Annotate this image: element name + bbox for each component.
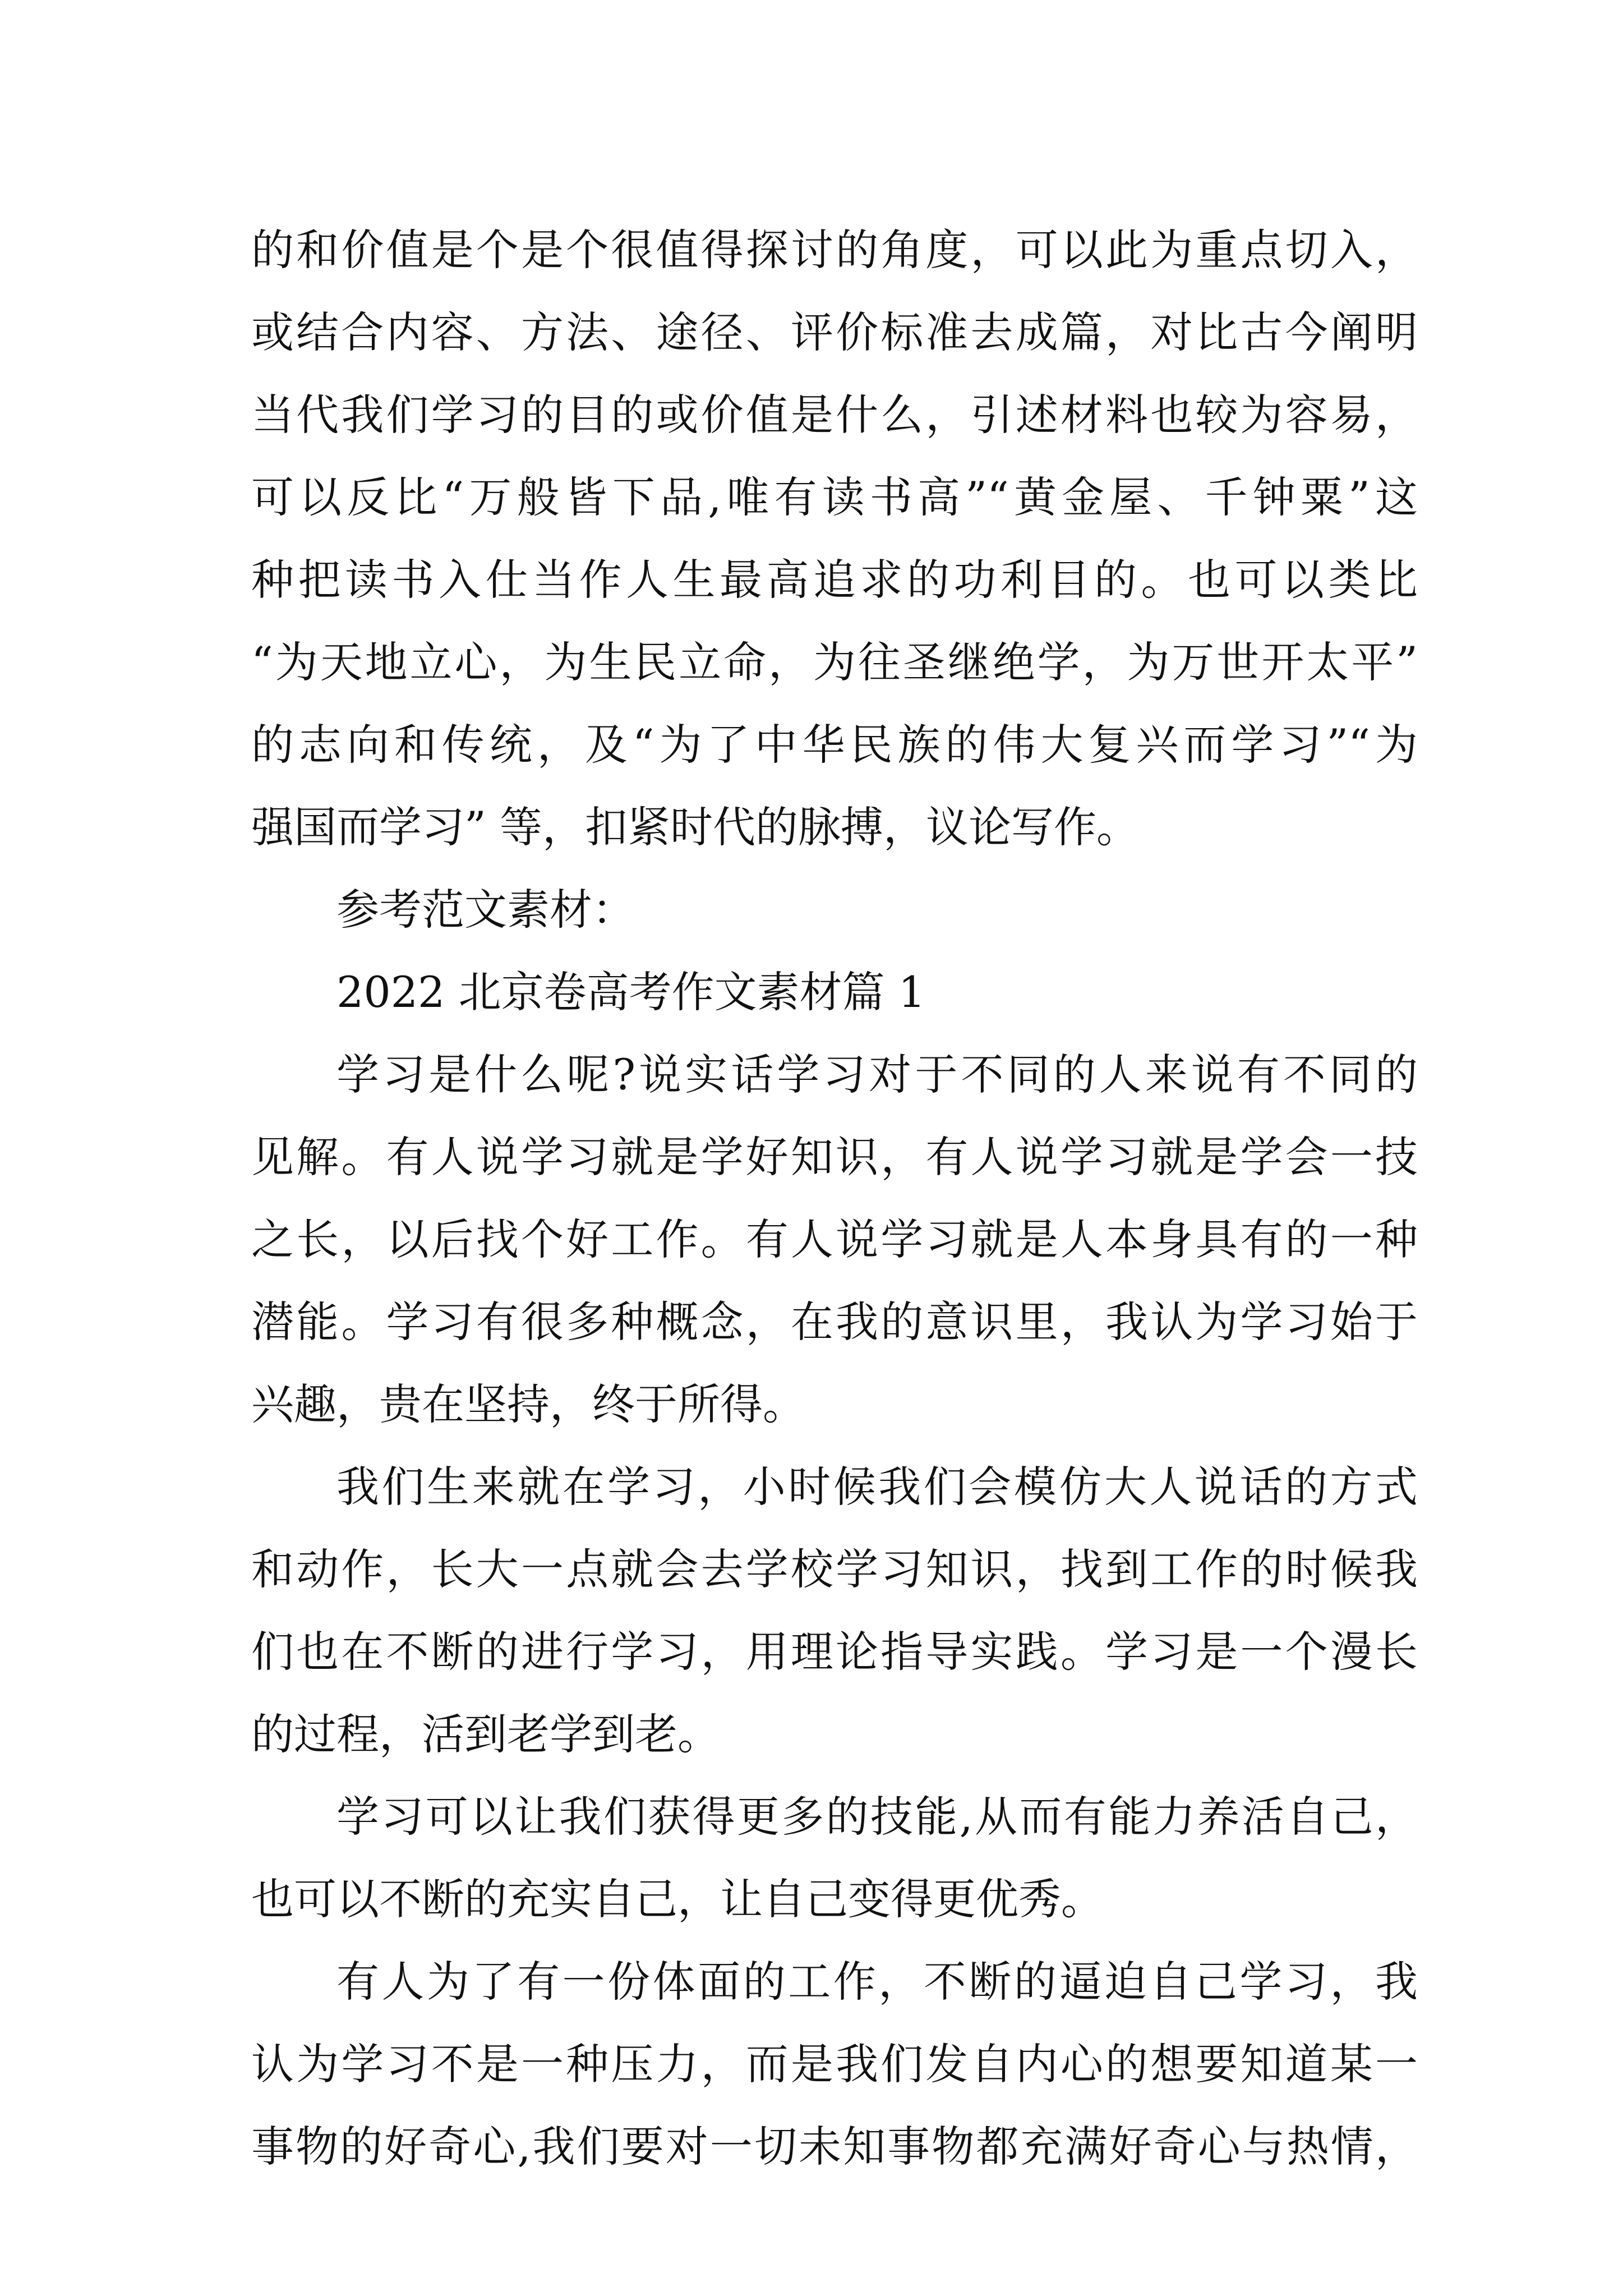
paragraph [251,1033,1418,1446]
text-line: 的和价值是个是个很值得探讨的角度，可以此为重点切入， [251,225,1418,275]
paragraph [251,1775,1418,1940]
text-line: 有人为了有一份体面的工作，不断的逼迫自己学习，我 [336,1957,1418,2007]
text-line: 种把读书入仕当作人生最高追求的功利目的。也可以类比 [251,555,1418,605]
text-line: 学习是什么呢?说实话学习对于不同的人来说有不同的 [336,1050,1418,1099]
text-line: 的志向和传统，及“为了中华民族的伟大复兴而学习”“为 [251,720,1418,770]
text-line: 的过程，活到老学到老。 [251,1709,720,1759]
text-line: 事物的好奇心,我们要对一切未知事物都充满好奇心与热情， [251,2122,1418,2171]
text-line: 或结合内容、方法、途径、评价标准去成篇，对比古今阐明 [251,307,1418,357]
text-line: 可以反比“万般皆下品,唯有读书高”“黄金屋、千钟粟”这 [251,472,1418,522]
text-line: “为天地立心，为生民立命，为往圣继绝学，为万世开太平” [251,637,1418,687]
text-line: 们也在不断的进行学习，用理论指导实践。学习是一个漫长 [251,1627,1418,1677]
text-line: 认为学习不是一种压力，而是我们发自内心的想要知道某一 [251,2039,1418,2089]
text-line: 我们生来就在学习，小时候我们会模仿大人说话的方式 [336,1462,1418,1512]
paragraph [251,1940,1418,2188]
reference-label: 参考范文素材： [336,885,635,935]
text-line: 潜能。学习有很多种概念，在我的意识里，我认为学习始于 [251,1297,1418,1347]
text-line: 见解。有人说学习就是学好知识，有人说学习就是学会一技 [251,1132,1418,1182]
text-line: 也可以不断的充实自己，让自己变得更优秀。 [251,1874,1104,1924]
essay-title: 2022 北京卷高考作文素材篇 1 [336,967,926,1017]
text-line: 兴趣，贵在坚持，终于所得。 [251,1379,805,1429]
text-line: 当代我们学习的目的或价值是什么，引述材料也较为容易， [251,390,1418,440]
text-line: 学习可以让我们获得更多的技能,从而有能力养活自己， [336,1792,1418,1842]
text-line: 之长，以后找个好工作。有人说学习就是人本身具有的一种 [251,1214,1418,1264]
paragraph [251,209,1418,868]
text-line: 和动作，长大一点就会去学校学习知识，找到工作的时候我 [251,1544,1418,1594]
document-body [251,209,1418,2188]
text-line: 强国而学习” 等，扣紧时代的脉搏，议论写作。 [251,802,1140,852]
paragraph [251,1446,1418,1775]
